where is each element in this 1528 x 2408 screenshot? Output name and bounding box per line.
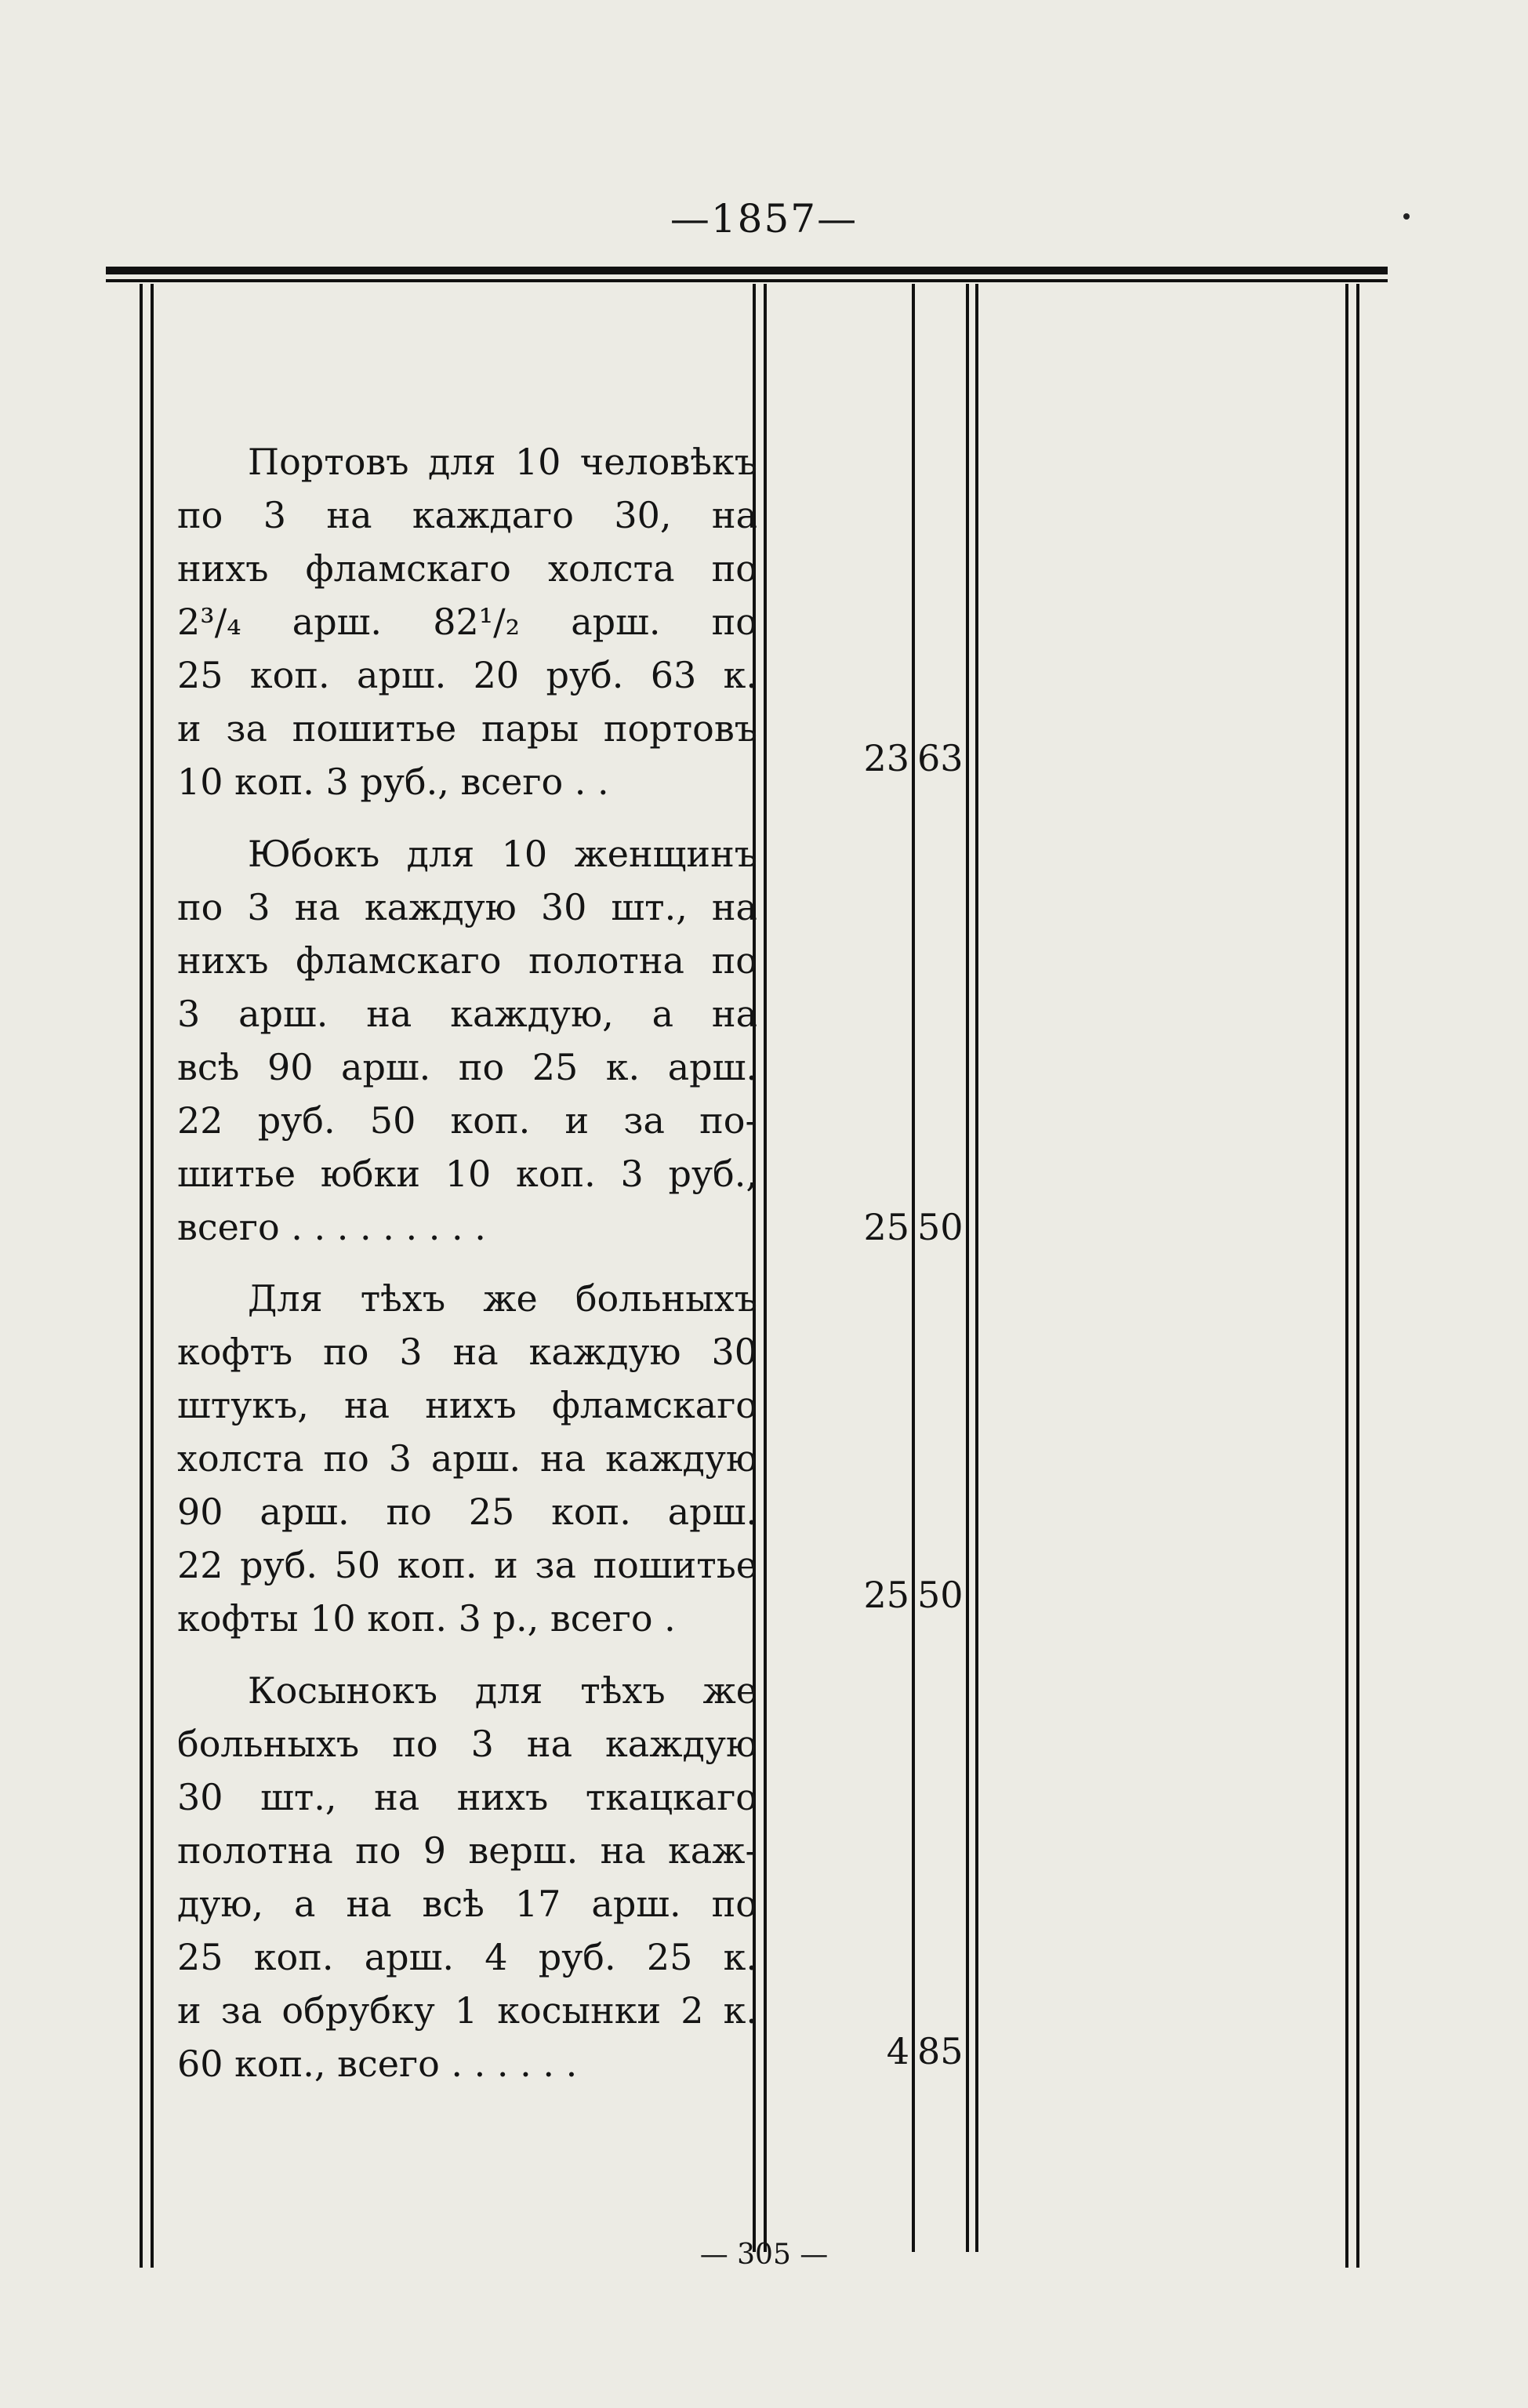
- amount-rub: 25: [863, 1206, 909, 1248]
- amount-kop: 50: [917, 1206, 964, 1248]
- entry-line: 30 шт., на нихъ ткацкаго: [177, 1776, 757, 1818]
- entry-line: всѣ 90 арш. по 25 к. арш.: [177, 1046, 757, 1088]
- entry-line: нихъ фламскаго холста по: [177, 547, 757, 590]
- entry-line: и за пошитье пары портовъ: [177, 707, 757, 750]
- entry-line: Юбокъ для 10 женщинъ: [248, 833, 757, 875]
- entry-koft: [177, 1272, 757, 1645]
- entry-line: шитье юбки 10 коп. 3 руб.,: [177, 1153, 757, 1195]
- entry-line: по 3 на каждую 30 шт., на: [177, 886, 757, 928]
- amount-kop: 63: [917, 737, 964, 779]
- entry-line: 60 коп., всего . . . . . .: [177, 2043, 578, 2085]
- entry-line: Для тѣхъ же больныхъ: [248, 1277, 757, 1320]
- column-line-left-outer: [140, 284, 143, 2268]
- entry-line: дую, а на всѣ 17 арш. по: [177, 1883, 757, 1925]
- entry-line: больныхъ по 3 на каждую: [177, 1723, 757, 1765]
- entry-line: 22 руб. 50 коп. и за пошитье: [177, 1544, 757, 1586]
- entry-line: штукъ, на нихъ фламскаго: [177, 1384, 757, 1426]
- column-line-kop-right: [966, 284, 969, 2252]
- amount-rub: 4: [886, 2030, 909, 2072]
- entry-line: 3 арш. на каждую, а на: [177, 993, 757, 1035]
- entry-line: Косынокъ для тѣхъ же: [248, 1669, 757, 1712]
- top-rule-thin: [106, 279, 1388, 282]
- column-line-kop-right-2: [975, 284, 978, 2252]
- entry-line: 25 коп. арш. 4 руб. 25 к.: [177, 1936, 757, 1978]
- entry-line: Портовъ для 10 человѣкъ: [248, 441, 757, 483]
- column-line-text-right-2: [764, 284, 767, 2252]
- entry-line: кофтъ по 3 на каждую 30: [177, 1331, 757, 1373]
- print-mark: [1403, 213, 1410, 220]
- entry-line: по 3 на каждаго 30, на: [177, 494, 757, 536]
- entry-line: нихъ фламскаго полотна по: [177, 939, 757, 982]
- amount-rub: 25: [863, 1574, 909, 1616]
- entry-yubok: [177, 827, 757, 1254]
- column-line-left-inner: [151, 284, 154, 2268]
- entry-kosynok: [177, 1664, 757, 2090]
- amount-rub: 23: [863, 737, 909, 779]
- entry-line: 90 арш. по 25 коп. арш.: [177, 1491, 757, 1533]
- entry-line: 10 коп. 3 руб., всего . .: [177, 761, 609, 803]
- entry-line: всего . . . . . . . . .: [177, 1206, 486, 1248]
- amount-kop: 50: [917, 1574, 964, 1616]
- entry-line: полотна по 9 верш. на каж-: [177, 1829, 757, 1872]
- entry-line: холста по 3 арш. на каждую: [177, 1437, 757, 1480]
- entry-portov: [177, 435, 757, 808]
- column-line-right-outer: [1345, 284, 1348, 2268]
- entry-line: 25 коп. арш. 20 руб. 63 к.: [177, 654, 757, 696]
- entry-line: кофты 10 коп. 3 р., всего .: [177, 1597, 676, 1640]
- page-number: — 305 —: [699, 2239, 829, 2271]
- column-line-right-inner: [1356, 284, 1359, 2268]
- entry-line: 2³/₄ арш. 82¹/₂ арш. по: [177, 601, 757, 643]
- entry-line: и за обрубку 1 косынки 2 к.: [177, 1989, 757, 2032]
- page-title: —1857—: [670, 196, 858, 242]
- amount-kop: 85: [917, 2030, 964, 2072]
- entry-line: 22 руб. 50 коп. и за по-: [177, 1099, 757, 1142]
- column-line-rub-kop: [912, 284, 915, 2252]
- top-rule-thick: [106, 267, 1388, 274]
